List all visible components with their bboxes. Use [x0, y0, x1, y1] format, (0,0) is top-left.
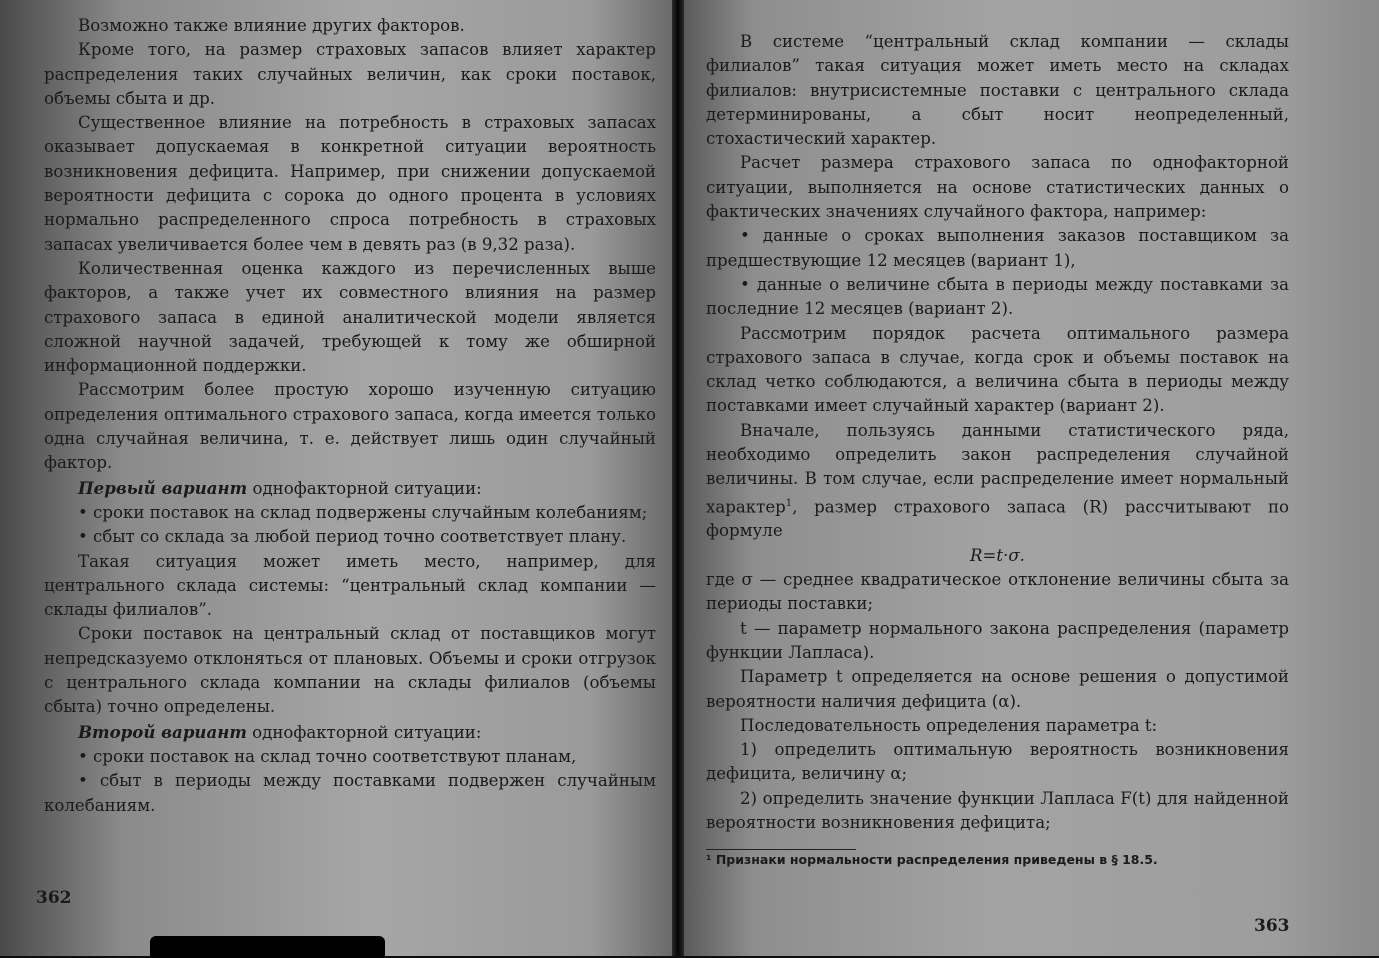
variant1-rest: однофакторной ситуации: [247, 478, 482, 498]
variant1-label: Первый вариант [78, 477, 248, 498]
paragraph: Рассмотрим порядок расчета оптимального размера страхового запаса в случае, когда срок и объемы поставок на склад четко соблюдаются, а величина сбыта в периоды между поставками имеет случайный характер (вариант 2). [706, 323, 1289, 416]
variant1-heading [44, 476, 656, 501]
paragraph: Последовательность определения параметра t: [740, 715, 1158, 735]
page-number-right: 363 [1254, 916, 1290, 936]
bullet-item: • данные о сроках выполнения заказов поставщиком за предшествующие 12 месяцев (вариант 1), [706, 226, 1289, 270]
bullet-item: • сроки поставок на склад подвержены случайным колебаниям; [78, 502, 648, 522]
bullet-item: • сбыт в периоды между поставками подвержен случайным колебаниям. [44, 771, 656, 815]
left-page [0, 0, 672, 956]
formula: R=t·σ. [970, 545, 1025, 565]
paragraph: Существенное влияние на потребность в страховых запасах оказывает допускаемая в конкретной ситуации вероятность возникновения дефицита. Например, при снижении допускаемой вероятности дефицита с сорока до одного процента в условиях нормально распределенного спроса потребность в страховых запасах увеличивается более чем в девять раз (в 9,32 раза). [44, 113, 656, 254]
variant2-label: Второй вариант [78, 721, 247, 742]
paragraph: Количественная оценка каждого из перечисленных выше факторов, а также учет их совместного влияния на размер страхового запаса в единой аналитической модели является сложной научной задачей, требующей к тому же обширной информационной поддержки. [44, 258, 656, 376]
bullet-item: • сроки поставок на склад точно соответствуют планам, [78, 746, 577, 766]
paragraph-part: Вначале, пользуясь данными статистического ряда, необходимо определить закон распределения случайной величины. В том случае, если распределение имеет нормальный характер [706, 420, 1289, 517]
footnote: ¹ Признаки нормальности распределения приведены в § 18.5. [706, 852, 1158, 868]
footnote-ref: 1 [785, 497, 793, 509]
dark-object-shape [150, 936, 385, 958]
paragraph: Такая ситуация может иметь место, например, для центрального склада системы: “центральный склад компании — склады филиалов”. [44, 551, 656, 620]
right-page [684, 0, 1379, 956]
where-line: где σ — среднее квадратическое отклонение величины сбыта за периоды поставки; [706, 570, 1289, 614]
paragraph-part: , размер страхового запаса (R) рассчитывают по формуле [706, 497, 1289, 541]
step-item: 1) определить оптимальную вероятность возникновения дефицита, величину α; [706, 740, 1289, 784]
paragraph: Кроме того, на размер страховых запасов влияет характер распределения таких случайных величин, как сроки поставок, объемы сбыта и др. [44, 40, 656, 108]
paragraph: В системе “центральный склад компании — склады филиалов” такая ситуация может иметь место на складах филиалов: внутрисистемные поставки с центрального склада детерминированы, а сбыт носит неопределенный, стохастический характер. [706, 32, 1289, 149]
where-line: t — параметр нормального закона распределения (параметр функции Лапласа). [706, 618, 1289, 662]
bullet-item: • данные о величине сбыта в периоды между поставками за последние 12 месяцев (вариант 2). [706, 274, 1289, 319]
paragraph: Рассмотрим более простую хорошо изученную ситуацию определения оптимального страхового запаса, когда имеется только одна случайная величина, т. е. действует лишь один случайный фактор. [44, 380, 656, 473]
step-item: 2) определить значение функции Лапласа F(t) для найденной вероятности возникновения дефицита; [706, 788, 1289, 833]
book-gutter [672, 0, 684, 956]
paragraph: Параметр t определяется на основе решения о допустимой вероятности наличия дефицита (α). [706, 667, 1289, 711]
variant2-rest: однофакторной ситуации: [246, 722, 482, 742]
paragraph: Возможно также влияние других факторов. [78, 16, 465, 35]
bullet-item: • сбыт со склада за любой период точно соответствует плану. [78, 527, 627, 547]
footnote-divider [706, 849, 856, 850]
variant2-heading [44, 720, 656, 745]
paragraph [706, 419, 1289, 544]
page-number-left: 362 [36, 888, 72, 908]
paragraph: Сроки поставок на центральный склад от поставщиков могут непредсказуемо отклоняться от плановых. Объемы и сроки отгрузок с центрального склада компании на склады филиалов (объемы сбыта) точно определены. [44, 624, 656, 717]
left-page-text [44, 14, 656, 818]
right-page-text [706, 30, 1289, 835]
paragraph: Расчет размера страхового запаса по однофакторной ситуации, выполняется на основе статистических данных о фактических значениях случайного фактора, например: [706, 153, 1289, 222]
